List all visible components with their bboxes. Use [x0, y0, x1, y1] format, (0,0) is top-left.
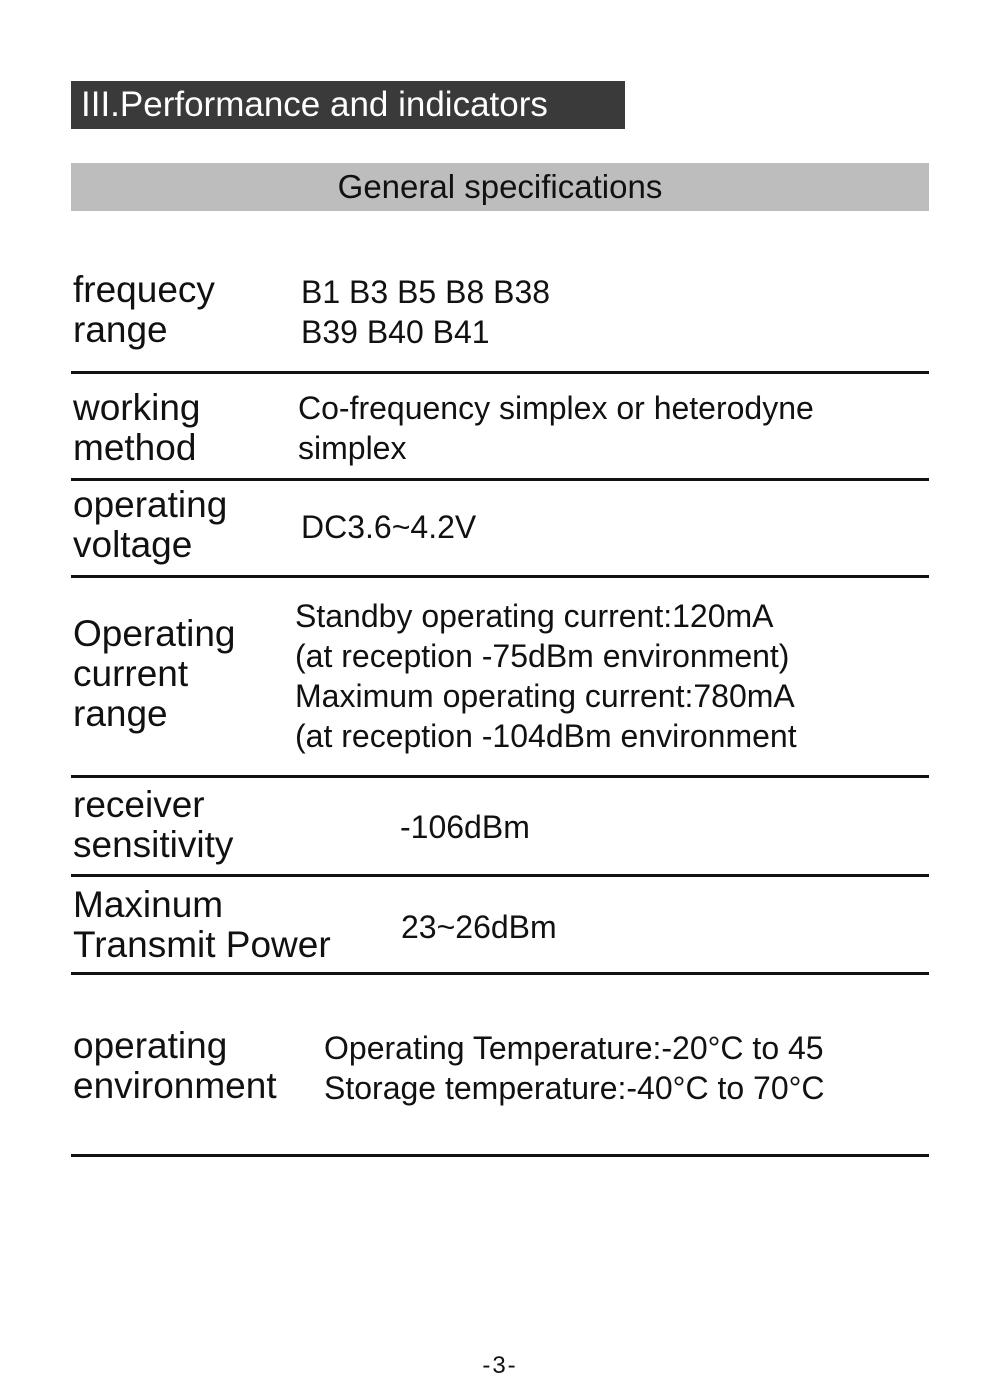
label-line: frequecy: [73, 269, 215, 310]
spec-row-operating-environment: [71, 1026, 929, 1116]
spec-row-receiver-sensitivity: [71, 785, 929, 870]
spec-value: [324, 1028, 825, 1108]
label-line: Operating: [73, 613, 236, 654]
label-line: operating: [73, 484, 228, 525]
spec-value: [301, 507, 476, 547]
spec-label: [73, 485, 227, 565]
label-line: range: [73, 309, 168, 350]
page-number: -3-: [482, 1352, 518, 1379]
spec-value: [401, 907, 557, 947]
label-line: sensitivity: [73, 824, 234, 865]
table-header: General specifications: [71, 163, 929, 211]
spec-row-frequency-range: [71, 268, 929, 358]
spec-row-operating-current-range: [71, 596, 929, 766]
spec-label: [73, 614, 236, 734]
label-line: Transmit Power: [73, 924, 331, 965]
label-line: current: [73, 653, 189, 694]
row-divider: [71, 1154, 929, 1157]
row-divider: [71, 775, 929, 778]
value-line: simplex: [298, 430, 407, 466]
spec-value: [301, 272, 550, 352]
label-line: Maxinum: [73, 884, 224, 925]
spec-label: [73, 785, 233, 865]
label-line: voltage: [73, 524, 193, 565]
value-line: B1 B3 B5 B8 B38: [301, 274, 551, 310]
value-line: Co-frequency simplex or heterodyne: [298, 390, 814, 426]
value-line: -106dBm: [400, 809, 530, 845]
label-line: operating: [73, 1025, 228, 1066]
spec-value: [295, 596, 797, 756]
row-divider: [71, 575, 929, 578]
spec-label: [73, 270, 215, 350]
label-line: working: [73, 387, 201, 428]
row-divider: [71, 478, 929, 481]
label-line: range: [73, 693, 168, 734]
row-divider: [71, 972, 929, 975]
row-divider: [71, 874, 929, 877]
spec-row-operating-voltage: [71, 485, 929, 573]
value-line: (at reception -104dBm environment: [295, 718, 797, 754]
value-line: DC3.6~4.2V: [301, 509, 477, 545]
spec-label: [73, 1026, 277, 1106]
value-line: (at reception -75dBm environment): [295, 638, 790, 674]
value-line: 23~26dBm: [401, 909, 557, 945]
spec-value: [298, 388, 814, 468]
value-line: Storage temperature:-40°C to 70°C: [324, 1070, 825, 1106]
label-line: receiver: [73, 784, 205, 825]
label-line: environment: [73, 1065, 277, 1106]
label-line: method: [73, 427, 197, 468]
value-line: Standby operating current:120mA: [295, 598, 774, 634]
spec-label: [73, 388, 201, 468]
value-line: Operating Temperature:-20°C to 45: [324, 1030, 824, 1066]
value-line: Maximum operating current:780mA: [295, 678, 795, 714]
spec-value: [400, 807, 530, 847]
row-divider: [71, 371, 929, 374]
spec-row-working-method: [71, 386, 929, 471]
spec-label: [73, 885, 331, 965]
spec-row-max-transmit-power: [71, 885, 929, 970]
section-title: III.Performance and indicators: [71, 81, 625, 129]
value-line: B39 B40 B41: [301, 314, 490, 350]
